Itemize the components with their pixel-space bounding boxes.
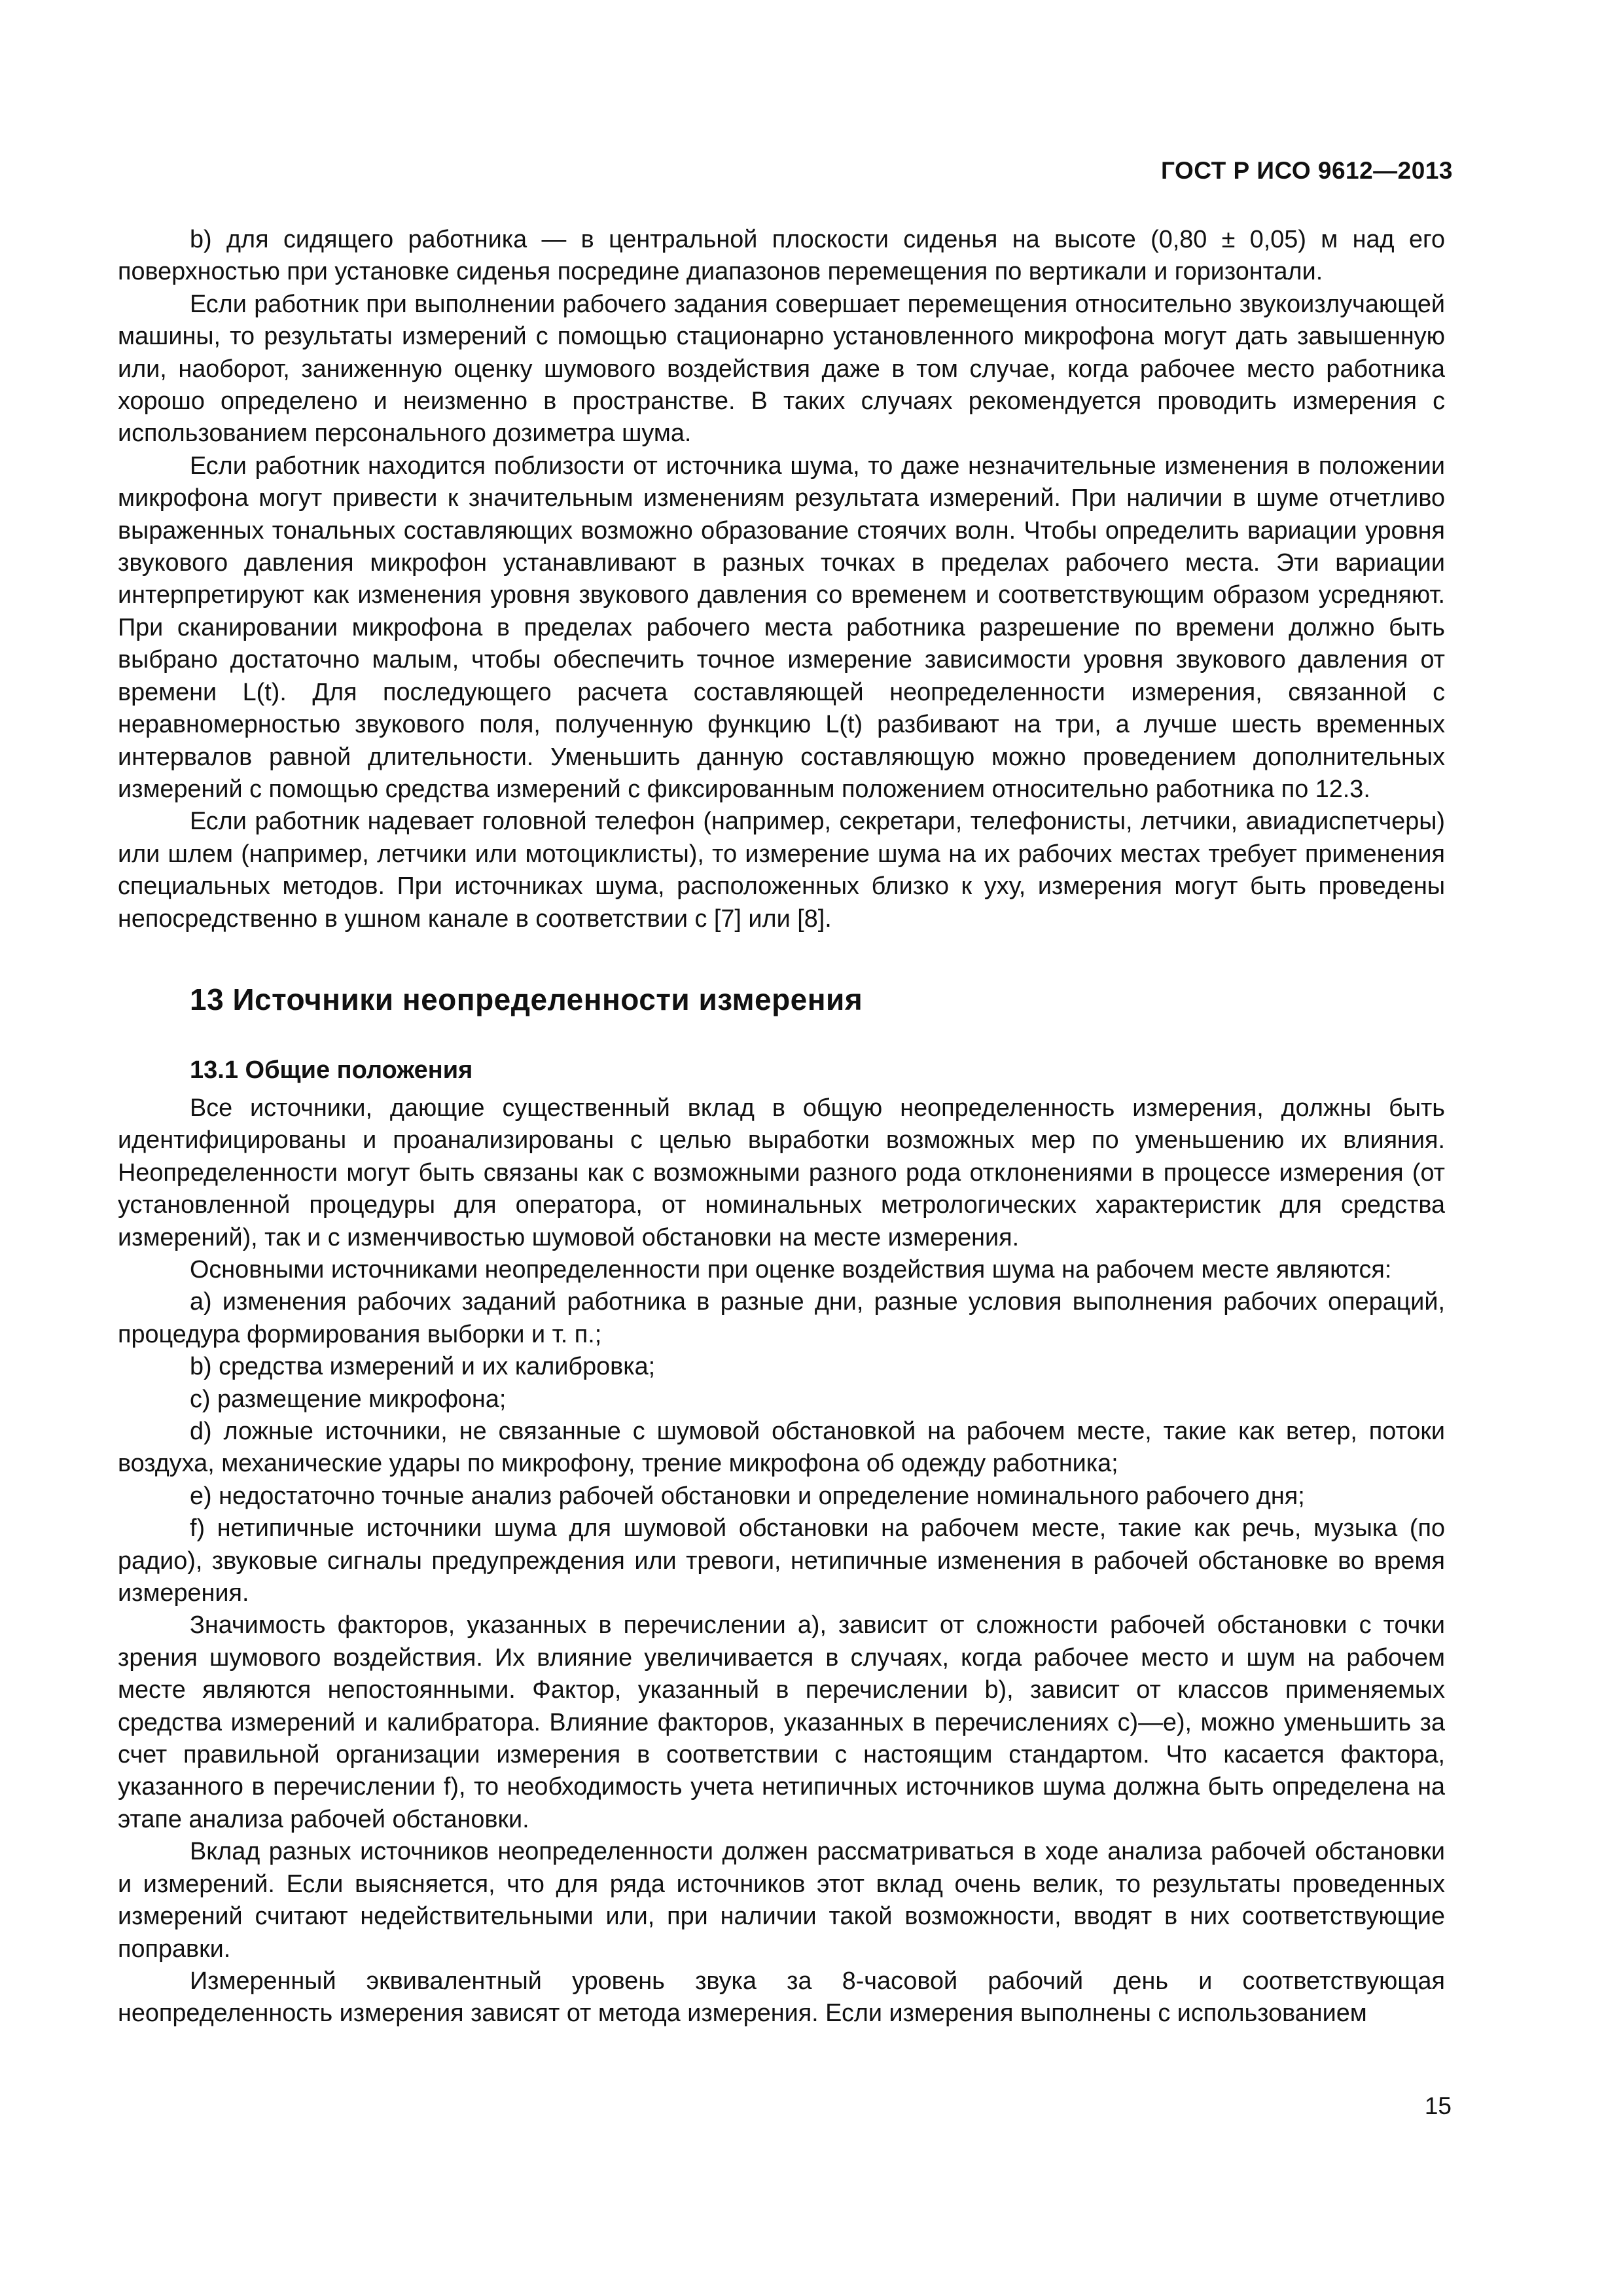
subsection-title: 13.1 Общие положения bbox=[190, 1056, 473, 1084]
section-paragraph-4: Вклад разных источников неопределенности должен рассматриваться в ходе анализа рабочей обстановки и измерений. Если выясняется, что для ряда источников этот вклад очень велик, то результаты проведенных измерений считают недействительными или, при наличии такой возможности, вводят в них соответствующие поправки. bbox=[118, 1838, 1445, 1963]
list-item-a: a) изменения рабочих заданий работника в разные дни, разные условия выполнения рабочих операций, процедура формирования выборки и т. п.; bbox=[118, 1288, 1445, 1348]
list-item-c: c) размещение микрофона; bbox=[190, 1385, 507, 1413]
intro-paragraph-1: b) для сидящего работника — в центральной плоскости сиденья на высоте (0,80 ± 0,05) м над его поверхностью при установке сиденья посредине диапазонов перемещения по вертикали и горизонтали. bbox=[118, 226, 1445, 286]
page-number: 15 bbox=[1424, 2092, 1452, 2119]
list-item-b: b) средства измерений и их калибровка; bbox=[190, 1353, 656, 1381]
section-paragraph-2: Основными источниками неопределенности при оценке воздействия шума на рабочем месте являются: bbox=[190, 1255, 1392, 1283]
section-paragraph-3: Значимость факторов, указанных в перечислении a), зависит от сложности рабочей обстановки с точки зрения шумового воздействия. Их влияние увеличивается в случаях, когда рабочее место и шум на рабочем месте являются непостоянными. Фактор, указанный в перечислении b), зависит от классов применяемых средства измерений и калибратора. Влияние факторов, указанных в перечислениях c)—e), можно уменьшить за счет правильной организации измерения в соответствии с настоящим стандартом. Что касается фактора, указанного в перечислении f), то необходимость учета нетипичных источников шума должна быть определена на этапе анализа рабочей обстановки. bbox=[118, 1611, 1445, 1833]
list-item-d: d) ложные источники, не связанные с шумовой обстановкой на рабочем месте, такие как ветер, потоки воздуха, механические удары по микрофону, трение микрофона об одежду работника; bbox=[118, 1418, 1445, 1478]
document-body bbox=[118, 224, 1445, 2030]
list-item-e: e) недостаточно точные анализ рабочей обстановки и определение номинального рабочего дня; bbox=[190, 1482, 1305, 1510]
intro-paragraph-4: Если работник надевает головной телефон (например, секретари, телефонисты, летчики, авиадиспетчеры) или шлем (например, летчики или мотоциклисты), то измерение шума на их рабочих местах требует применения специальных методов. При источниках шума, расположенных близко к уху, измерения могут быть проведены непосредственно в ушном канале в соответствии с [7] или [8]. bbox=[118, 808, 1445, 933]
document-header-id: ГОСТ Р ИСО 9612—2013 bbox=[1161, 157, 1453, 184]
intro-paragraph-3: Если работник находится поблизости от источника шума, то даже незначительные изменения в положении микрофона могут привести к значительным изменениям результата измерений. При наличии в шуме отчетливо выраженных тональных составляющих возможно образование стоячих волн. Чтобы определить вариации уровня звукового давления микрофон устанавливают в разных точках в пределах рабочего места. Эти вариации интерпретируют как изменения уровня звукового давления со временем и соответствующим образом усредняют. При сканировании микрофона в пределах рабочего места работника разрешение по времени должно быть выбрано достаточно малым, чтобы обеспечить точное измерение зависимости уровня звукового давления от времени L(t). Для последующего расчета составляющей неопределенности измерения, связанной с неравномерностью звукового поля, полученную функцию L(t) разбивают на три, а лучше шесть временных интервалов равной длительности. Уменьшить данную составляющую можно проведением дополнительных измерений с помощью средства измерений с фиксированным положением относительно работника по 12.3. bbox=[118, 452, 1445, 803]
intro-paragraph-2: Если работник при выполнении рабочего задания совершает перемещения относительно звукоизлучающей машины, то результаты измерений с помощью стационарно установленного микрофона могут дать завышенную или, наоборот, заниженную оценку шумового воздействия даже в том случае, когда рабочее место работника хорошо определено и неизменно в пространстве. В таких случаях рекомендуется проводить измерения с использованием персонального дозиметра шума. bbox=[118, 290, 1445, 448]
section-paragraph-1: Все источники, дающие существенный вклад в общую неопределенность измерения, должны быть идентифицированы и проанализированы с целью выработки возможных мер по уменьшению их влияния. Неопределенности могут быть связаны как с возможными разного рода отклонениями в процессе измерения (от установленной процедуры для оператора, от номинальных метрологических характеристик для средства измерений), так и с изменчивостью шумовой обстановки на месте измерения. bbox=[118, 1094, 1445, 1251]
list-item-f: f) нетипичные источники шума для шумовой обстановки на рабочем месте, такие как речь, музыка (по радио), звуковые сигналы предупреждения или тревоги, нетипичные изменения в рабочей обстановке во время измерения. bbox=[118, 1515, 1445, 1607]
section-paragraph-5: Измеренный эквивалентный уровень звука за 8-часовой рабочий день и соответствующая неопределенность измерения зависят от метода измерения. Если измерения выполнены с использованием bbox=[118, 1967, 1445, 2028]
section-title: 13 Источники неопределенности измерения bbox=[190, 982, 863, 1016]
